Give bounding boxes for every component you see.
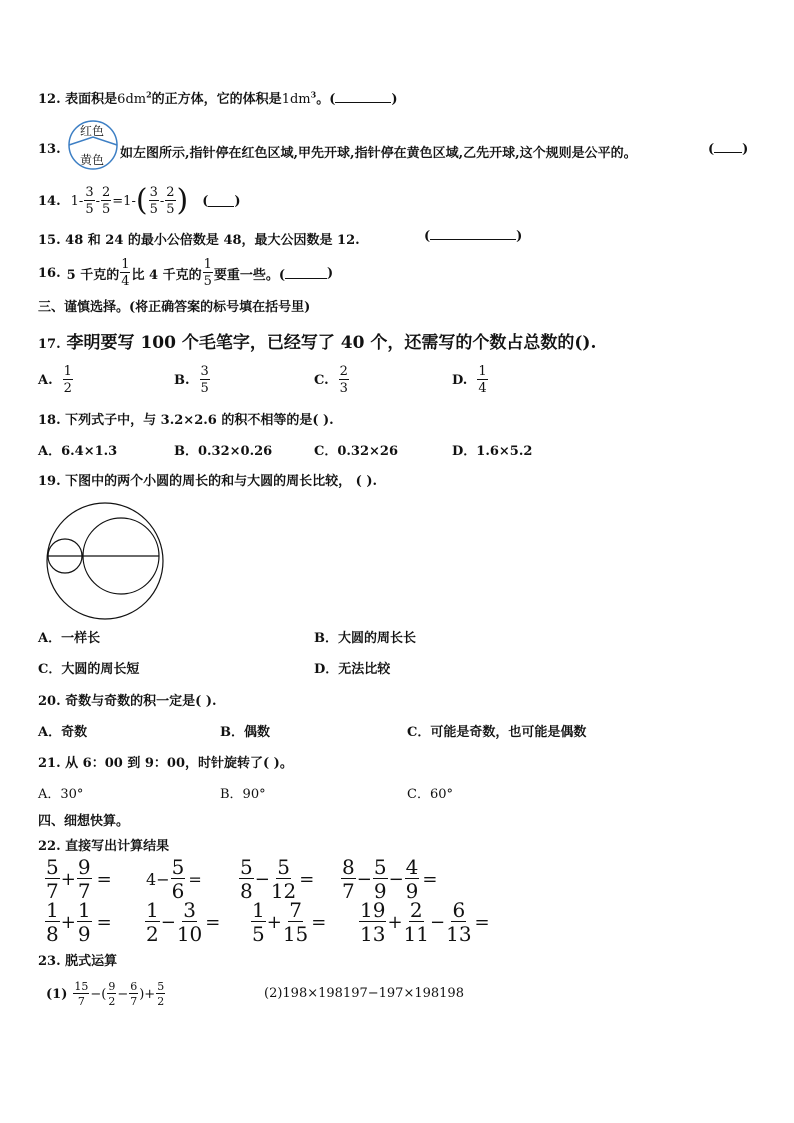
question-number: 12. bbox=[38, 92, 61, 107]
fraction: $\frac{5}{9}$ bbox=[373, 855, 387, 903]
fraction: $\frac{2}{3}$ bbox=[339, 364, 348, 396]
question-22: 22. 直接写出计算结果 bbox=[38, 839, 170, 854]
calc-part-1: (1) $\frac{15}{7}$ −( $\frac{9}{2}$ − $\frac{6}{7}$ )+ $\frac{5}{2}$ bbox=[46, 980, 165, 1008]
question-15: 15. 48 和 24 的最小公倍数是 48，最大公因数是 12. bbox=[38, 233, 360, 248]
fraction: $\frac{1}{9}$ bbox=[77, 898, 91, 946]
q19-option-a[interactable]: A．一样长 bbox=[38, 631, 101, 646]
q20-option-a[interactable]: A．奇数 bbox=[38, 725, 88, 740]
q18-option-b[interactable]: B．0.32×0.26 bbox=[174, 444, 273, 459]
question-number: 18. bbox=[38, 413, 61, 428]
answer-blank[interactable] bbox=[714, 142, 742, 153]
question-number: 21. bbox=[38, 756, 61, 771]
q17-option-d[interactable]: D. $\frac{1}{4}$ bbox=[452, 364, 487, 396]
fraction: $\frac{1}{5}$ bbox=[252, 898, 265, 946]
calc-row-2-item-2: $\frac{1}{2}$ − $\frac{3}{10}$ = bbox=[146, 898, 221, 946]
fraction: $\frac{3}{5}$ bbox=[85, 185, 94, 217]
question-number: 23. bbox=[38, 954, 61, 969]
fraction: $\frac{5}{6}$ bbox=[171, 855, 185, 903]
q20-option-c[interactable]: C．可能是奇数，也可能是偶数 bbox=[407, 725, 587, 740]
fraction: $\frac{3}{5}$ bbox=[200, 364, 209, 396]
fraction: $\frac{9}{7}$ bbox=[77, 855, 91, 903]
circles-figure bbox=[44, 500, 166, 622]
calc-row-2-item-1: $\frac{1}{8}$ + $\frac{1}{9}$ = bbox=[46, 898, 112, 946]
yellow-area-label: 黄色 bbox=[80, 153, 105, 167]
q21-option-a[interactable]: A．30° bbox=[38, 787, 84, 802]
section-4-heading: 四、细想快算。 bbox=[38, 814, 130, 829]
question-13-number: 13. bbox=[38, 142, 61, 157]
fraction: $\frac{3}{5}$ bbox=[149, 185, 158, 217]
question-14: 14. 1 - $\frac{3}{5}$ - $\frac{2}{5}$ =1- ( $\frac{3}{5}$ - $\frac{2}{5}$ ) ( ) bbox=[38, 183, 241, 218]
question-16: 16. 5 千克的 $\frac{1}{4}$ 比 4 千克的 $\frac{1}{5}$ 要重一些。( ) bbox=[38, 257, 334, 289]
calc-row-1-item-2: 4 − $\frac{5}{6}$ = bbox=[146, 855, 202, 903]
q17-option-c[interactable]: C. $\frac{2}{3}$ bbox=[314, 364, 348, 396]
q19-option-b[interactable]: B．大圆的周长长 bbox=[314, 631, 416, 646]
section-3-heading: 三、谨慎选择。(将正确答案的标号填在括号里) bbox=[38, 300, 311, 315]
q18-option-d[interactable]: D．1.6×5.2 bbox=[452, 444, 533, 459]
fraction: $\frac{2}{5}$ bbox=[102, 185, 111, 217]
fraction: $\frac{5}{2}$ bbox=[157, 980, 165, 1008]
question-number: 19. bbox=[38, 474, 61, 489]
calc-row-1-item-4: $\frac{8}{7}$ − $\frac{5}{9}$ − $\frac{4}{9}$ = bbox=[342, 855, 438, 903]
fraction: $\frac{6}{13}$ bbox=[446, 898, 472, 946]
fraction: $\frac{15}{7}$ bbox=[74, 980, 89, 1008]
q21-option-c[interactable]: C．60° bbox=[407, 787, 453, 802]
fraction: $\frac{2}{5}$ bbox=[166, 185, 175, 217]
question-number: 20. bbox=[38, 694, 61, 709]
calc-row-1-item-3: $\frac{5}{8}$ − $\frac{5}{12}$ = bbox=[240, 855, 315, 903]
q17-option-a[interactable]: A. $\frac{1}{2}$ bbox=[38, 364, 72, 396]
fraction: $\frac{1}{4}$ bbox=[121, 257, 130, 289]
q18-option-c[interactable]: C．0.32×26 bbox=[314, 444, 398, 459]
answer-blank[interactable] bbox=[335, 92, 391, 103]
question-number: 17. bbox=[38, 337, 61, 352]
fraction: $\frac{5}{12}$ bbox=[270, 855, 297, 903]
q19-option-d[interactable]: D．无法比较 bbox=[314, 662, 391, 677]
fraction: $\frac{4}{9}$ bbox=[405, 855, 419, 903]
question-20: 20. 奇数与奇数的积一定是( ). bbox=[38, 694, 217, 709]
question-19: 19. 下图中的两个小圆的周长的和与大圆的周长比较， ( ). bbox=[38, 474, 378, 489]
question-number: 14. bbox=[38, 193, 61, 209]
fraction: $\frac{5}{7}$ bbox=[46, 855, 59, 903]
q21-option-b[interactable]: B．90° bbox=[220, 787, 266, 802]
question-15-answer: ( ) bbox=[424, 229, 523, 244]
question-number: 16. bbox=[38, 265, 61, 281]
fraction: $\frac{9}{2}$ bbox=[108, 980, 116, 1008]
fraction: $\frac{1}{2}$ bbox=[146, 898, 159, 946]
question-number: 22. bbox=[38, 839, 61, 854]
fraction: $\frac{3}{10}$ bbox=[176, 898, 203, 946]
fraction: $\frac{7}{15}$ bbox=[282, 898, 309, 946]
fraction: $\frac{19}{13}$ bbox=[360, 898, 386, 946]
question-17: 17. 李明要写 100 个毛笔字，已经写了 40 个，还需写的个数占总数的(). bbox=[38, 333, 597, 353]
question-21: 21. 从 6：00 到 9：00，时针旋转了( )。 bbox=[38, 756, 293, 771]
q18-option-a[interactable]: A．6.4×1.3 bbox=[38, 444, 118, 459]
answer-blank[interactable] bbox=[208, 196, 234, 207]
fraction: $\frac{1}{4}$ bbox=[478, 364, 487, 396]
question-13-answer: ( ) bbox=[708, 142, 749, 157]
fraction: $\frac{1}{5}$ bbox=[203, 257, 212, 289]
answer-blank[interactable] bbox=[430, 229, 516, 240]
calc-row-1-item-1: $\frac{5}{7}$ + $\frac{9}{7}$ = bbox=[46, 855, 112, 903]
calc-row-2-item-4: $\frac{19}{13}$ + $\frac{2}{11}$ − $\frac{6}{13}$ = bbox=[360, 898, 490, 946]
question-number: 15. bbox=[38, 233, 61, 248]
calc-part-2: (2)198×198197−197×198198 bbox=[264, 986, 464, 1001]
fraction: $\frac{6}{7}$ bbox=[130, 980, 138, 1008]
fraction: $\frac{1}{8}$ bbox=[46, 898, 59, 946]
question-18: 18. 下列式子中，与 3.2×2.6 的积不相等的是( ). bbox=[38, 413, 334, 428]
q20-option-b[interactable]: B．偶数 bbox=[220, 725, 270, 740]
fraction: $\frac{5}{8}$ bbox=[240, 855, 253, 903]
answer-blank[interactable] bbox=[285, 268, 327, 279]
question-23: 23. 脱式运算 bbox=[38, 954, 118, 969]
question-12: 12. 表面积是$6dm^2$的正方体，它的体积是$1dm^3$。( ) bbox=[38, 89, 398, 107]
q17-option-b[interactable]: B. $\frac{3}{5}$ bbox=[174, 364, 209, 396]
fraction: $\frac{2}{11}$ bbox=[403, 898, 429, 946]
red-area-label: 红色 bbox=[80, 124, 105, 138]
q19-option-c[interactable]: C．大圆的周长短 bbox=[38, 662, 140, 677]
calc-row-2-item-3: $\frac{1}{5}$ + $\frac{7}{15}$ = bbox=[252, 898, 327, 946]
fraction: $\frac{1}{2}$ bbox=[63, 364, 72, 396]
fraction: $\frac{8}{7}$ bbox=[342, 855, 355, 903]
question-13-text: 如左图所示,指针停在红色区域,甲先开球,指针停在黄色区域,乙先开球,这个规则是公平的。 bbox=[120, 146, 637, 161]
